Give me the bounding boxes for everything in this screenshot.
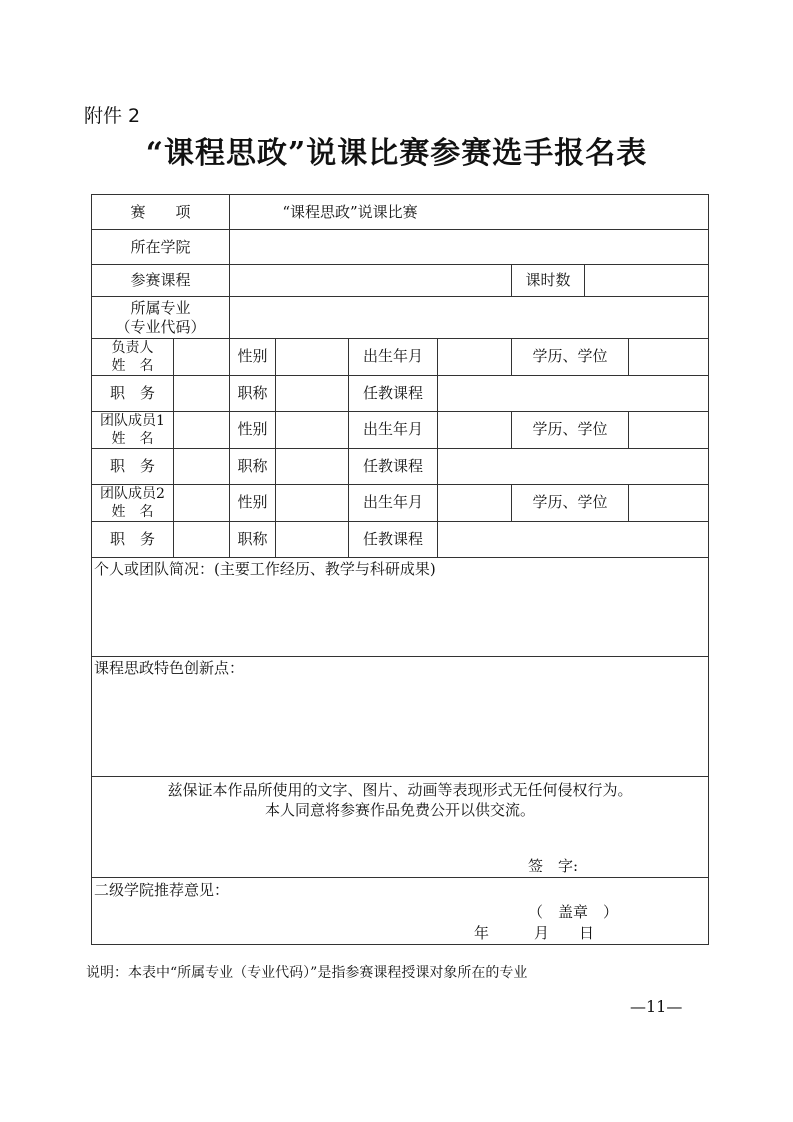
title-label: 职称 — [237, 384, 268, 402]
position-label: 职 务 — [109, 384, 155, 402]
leader-name-label: 姓 名 — [111, 358, 154, 374]
course-label: 参赛课程 — [130, 271, 191, 289]
leader-label: 负责人 — [111, 340, 154, 356]
col-divider — [628, 484, 629, 521]
col-divider — [348, 338, 349, 557]
row-divider — [92, 411, 708, 412]
features-field[interactable] — [92, 678, 708, 776]
major-label: 所属专业 — [130, 299, 191, 317]
declaration-text: 兹保证本作品所使用的文字、图片、动画等表现形式无任何侵权行为。 — [167, 781, 633, 799]
row-divider — [92, 375, 708, 376]
college-field[interactable] — [230, 230, 708, 264]
signature-label: 签 字: — [528, 857, 579, 875]
major-code-label: （专业代码） — [115, 318, 206, 336]
member2-label: 团队成员2 — [100, 486, 165, 502]
event-label: 赛 项 — [130, 203, 191, 221]
courses-label: 任教课程 — [362, 457, 423, 475]
page-title: “课程思政”说课比赛参赛选手报名表 — [145, 136, 648, 171]
member1-name-label: 姓 名 — [111, 431, 154, 447]
seal-label: （ 盖章 ） — [528, 903, 619, 921]
col-divider — [628, 411, 629, 448]
position-label: 职 务 — [109, 530, 155, 548]
col-divider — [628, 338, 629, 375]
row-divider — [92, 448, 708, 449]
page-number: —11— — [630, 997, 683, 1016]
declaration-consent-text: 本人同意将参赛作品免费公开以供交流。 — [264, 801, 535, 819]
title-label: 职称 — [237, 530, 268, 548]
row-divider — [92, 557, 708, 558]
date-label: 年 月 日 — [474, 924, 595, 942]
col-divider — [437, 338, 438, 557]
course-field[interactable] — [230, 265, 511, 296]
major-field[interactable] — [230, 297, 708, 338]
col-divider — [229, 338, 230, 557]
row-divider — [92, 877, 708, 878]
profile-field[interactable] — [92, 579, 708, 656]
title-label: 职称 — [237, 457, 268, 475]
birth-label: 出生年月 — [362, 493, 423, 511]
row-divider — [92, 338, 708, 339]
event-value: “课程思政”说课比赛 — [282, 203, 418, 221]
birth-label: 出生年月 — [362, 420, 423, 438]
recommend-label: 二级学院推荐意见： — [94, 881, 230, 899]
college-label: 所在学院 — [130, 238, 191, 256]
birth-label: 出生年月 — [362, 347, 423, 365]
footnote: 说明：本表中“所属专业（专业代码）”是指参赛课程授课对象所在的专业 — [86, 965, 528, 981]
col-divider — [275, 338, 276, 557]
registration-form-table — [91, 194, 709, 945]
degree-label: 学历、学位 — [532, 420, 608, 438]
courses-label: 任教课程 — [362, 384, 423, 402]
courses-label: 任教课程 — [362, 530, 423, 548]
row-divider — [92, 484, 708, 485]
position-label: 职 务 — [109, 457, 155, 475]
row-divider — [92, 521, 708, 522]
degree-label: 学历、学位 — [532, 493, 608, 511]
profile-label: 个人或团队简况：(主要工作经历、教学与科研成果) — [94, 560, 436, 578]
degree-label: 学历、学位 — [532, 347, 608, 365]
member2-name-label: 姓 名 — [111, 504, 154, 520]
gender-label: 性别 — [237, 493, 268, 511]
hours-label: 课时数 — [525, 271, 571, 289]
col-divider — [173, 338, 174, 557]
gender-label: 性别 — [237, 347, 268, 365]
attachment-label: 附件 2 — [84, 105, 141, 127]
row-divider — [92, 776, 708, 777]
features-label: 课程思政特色创新点： — [94, 659, 245, 677]
row-divider — [92, 656, 708, 657]
gender-label: 性别 — [237, 420, 268, 438]
member1-label: 团队成员1 — [100, 413, 165, 429]
hours-field[interactable] — [585, 265, 708, 296]
